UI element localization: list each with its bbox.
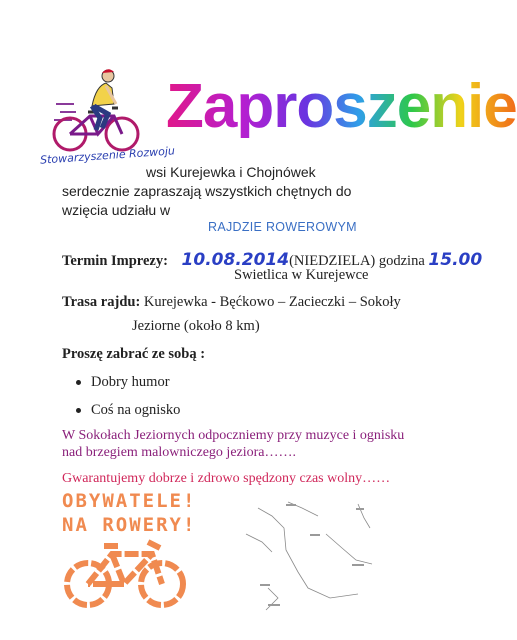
page-title: Zaproszenie [166, 72, 517, 141]
event-date: 10.08.2014 [181, 250, 290, 270]
list-item: Coś na ognisko [76, 400, 180, 420]
event-place: Swietlica w Kurejewce [234, 267, 369, 283]
intro-line-3: wzięcia udziału w [62, 202, 171, 218]
prosze-label: Proszę zabrać ze sobą : [62, 346, 206, 362]
organization-name: Stowarzyszenie Rozwoju [39, 144, 176, 167]
info-line-1: W Sokołach Jeziornych odpoczniemy przy muzyce i ognisku [62, 428, 405, 443]
event-time: 15.00 [428, 250, 483, 270]
event-name: RAJDZIE ROWEROWYM [208, 220, 357, 234]
trasa-label: Trasa rajdu: [62, 294, 141, 310]
trasa-row [62, 294, 401, 311]
trasa-line-2: Jeziorne (około 8 km) [132, 318, 260, 334]
slogan-line-2: NA ROWERY! [62, 514, 197, 536]
trasa-line-1: Kurejewka - Bęćkowo – Zacieczki – Sokoły [143, 294, 401, 310]
event-day: (NIEDZIELA) godzina [289, 253, 425, 269]
intro-line-2: serdecznie zapraszają wszystkich chętnych do [62, 183, 352, 199]
guarantee-text: Gwarantujemy dobrze i zdrowo spędzony czas wolny…… [62, 471, 391, 486]
list-item: Dobry humor [76, 372, 180, 392]
info-line-2: nad brzegiem malowniczego jeziora……. [62, 445, 297, 460]
bullet-icon [76, 408, 81, 413]
termin-label: Termin Imprezy: [62, 253, 168, 269]
intro-line-1: wsi Kurejewka i Chojnówek [146, 164, 316, 180]
bullet-icon [76, 380, 81, 385]
cyclist-icon [52, 66, 142, 156]
slogan-line-1: OBYWATELE! [62, 490, 197, 512]
bicycle-stencil-icon [60, 534, 190, 610]
route-map [238, 494, 398, 614]
prosze-list [76, 372, 180, 420]
